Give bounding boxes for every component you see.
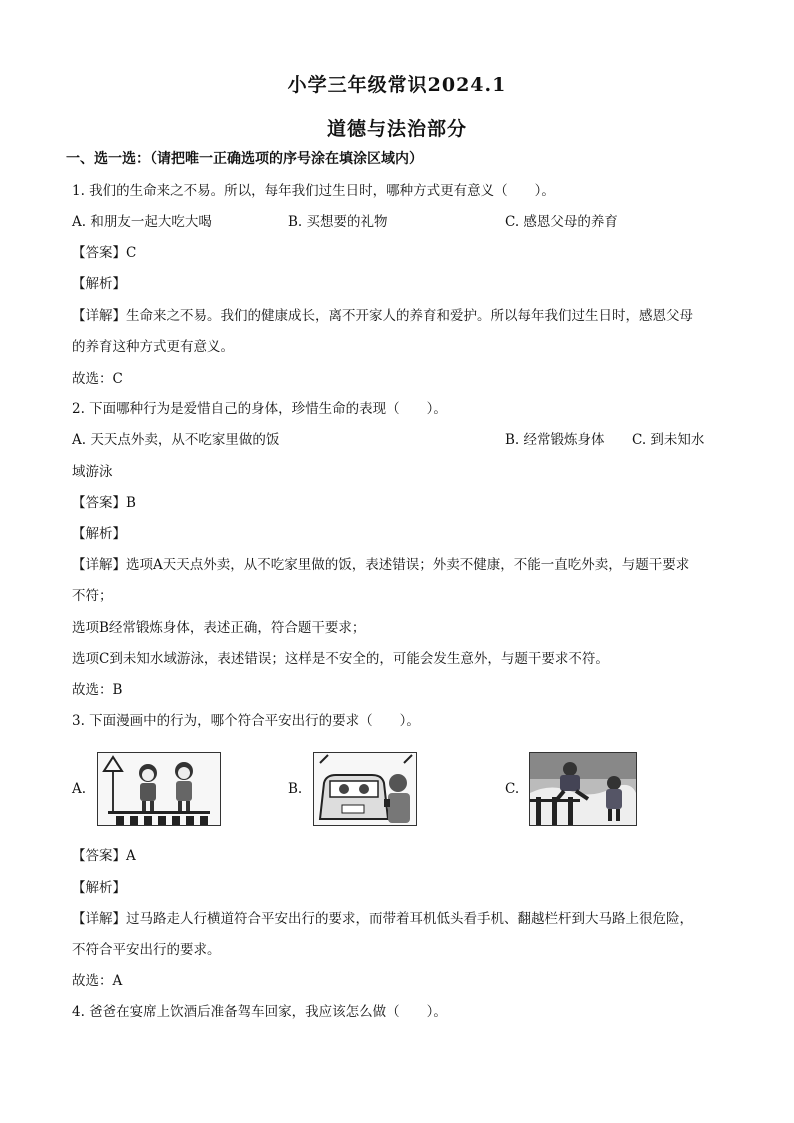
q1-detail-line-1: 【详解】生命来之不易。我们的健康成长，离不开家人的养育和爱护。所以每年我们过生日时，感恩父母 <box>72 308 693 324</box>
q1-option-a: A. 和朋友一起大吃大喝 <box>72 214 212 230</box>
q2-option-b: B. 经常锻炼身体 <box>505 432 605 448</box>
q3-option-b-picture <box>313 752 417 826</box>
car-and-phone-pedestrian-illustration <box>314 753 416 825</box>
q1-analysis: 【解析】 <box>72 276 126 292</box>
q2-detail-line-2: 不符； <box>72 588 113 604</box>
q2-detail-line-1: 【详解】选项A天天点外卖，从不吃家里做的饭，表述错误；外卖不健康，不能一直吃外卖，与题干要求 <box>72 557 690 573</box>
q3-option-a-picture <box>97 752 221 826</box>
q2-detail-line-3: 选项B经常锻炼身体，表述正确，符合题干要求； <box>72 620 366 636</box>
q2-stem: 2. 下面哪种行为是爱惜自己的身体，珍惜生命的表现（ ）。 <box>72 401 447 417</box>
q2-option-c-continued: 域游泳 <box>72 464 113 480</box>
q2-option-a: A. 天天点外卖，从不吃家里做的饭 <box>72 432 280 448</box>
q3-detail-line-1: 【详解】过马路走人行横道符合平安出行的要求，而带着耳机低头看手机、翻越栏杆到大马路上很危险， <box>72 911 693 927</box>
q2-detail-line-4: 选项C到未知水域游泳，表述错误；这样是不安全的，可能会发生意外，与题干要求不符。 <box>72 651 609 667</box>
q3-choice: 故选：A <box>72 973 123 989</box>
q3-option-b-label: B. <box>288 781 303 797</box>
document-subtitle: 道德与法治部分 <box>326 118 467 140</box>
q2-answer: 【答案】B <box>72 495 136 511</box>
q3-answer: 【答案】A <box>72 848 136 864</box>
q3-detail-line-2: 不符合平安出行的要求。 <box>72 942 221 958</box>
section-heading: 一、选一选：（请把唯一正确选项的序号涂在填涂区域内） <box>66 151 423 167</box>
crosswalk-children-illustration <box>98 753 220 825</box>
q2-analysis: 【解析】 <box>72 526 126 542</box>
q1-stem: 1. 我们的生命来之不易。所以，每年我们过生日时，哪种方式更有意义（ ）。 <box>72 183 555 199</box>
q4-stem: 4. 爸爸在宴席上饮酒后准备驾车回家，我应该怎么做（ ）。 <box>72 1004 447 1020</box>
q3-option-c-picture <box>529 752 637 826</box>
q1-option-b: B. 买想要的礼物 <box>288 214 388 230</box>
q1-choice: 故选：C <box>72 371 123 387</box>
q3-option-c-label: C. <box>505 781 520 797</box>
q3-stem: 3. 下面漫画中的行为，哪个符合平安出行的要求（ ）。 <box>72 713 420 729</box>
q1-option-c: C. 感恩父母的养育 <box>505 214 618 230</box>
climbing-railing-illustration <box>530 753 636 825</box>
q3-analysis: 【解析】 <box>72 880 126 896</box>
q2-option-c: C. 到未知水 <box>632 432 705 448</box>
document-title: 小学三年级常识2024.1 <box>287 74 507 96</box>
q3-option-a-label: A. <box>72 781 87 797</box>
q1-detail-line-2: 的养育这种方式更有意义。 <box>72 339 234 355</box>
q1-answer: 【答案】C <box>72 245 137 261</box>
q2-choice: 故选：B <box>72 682 123 698</box>
